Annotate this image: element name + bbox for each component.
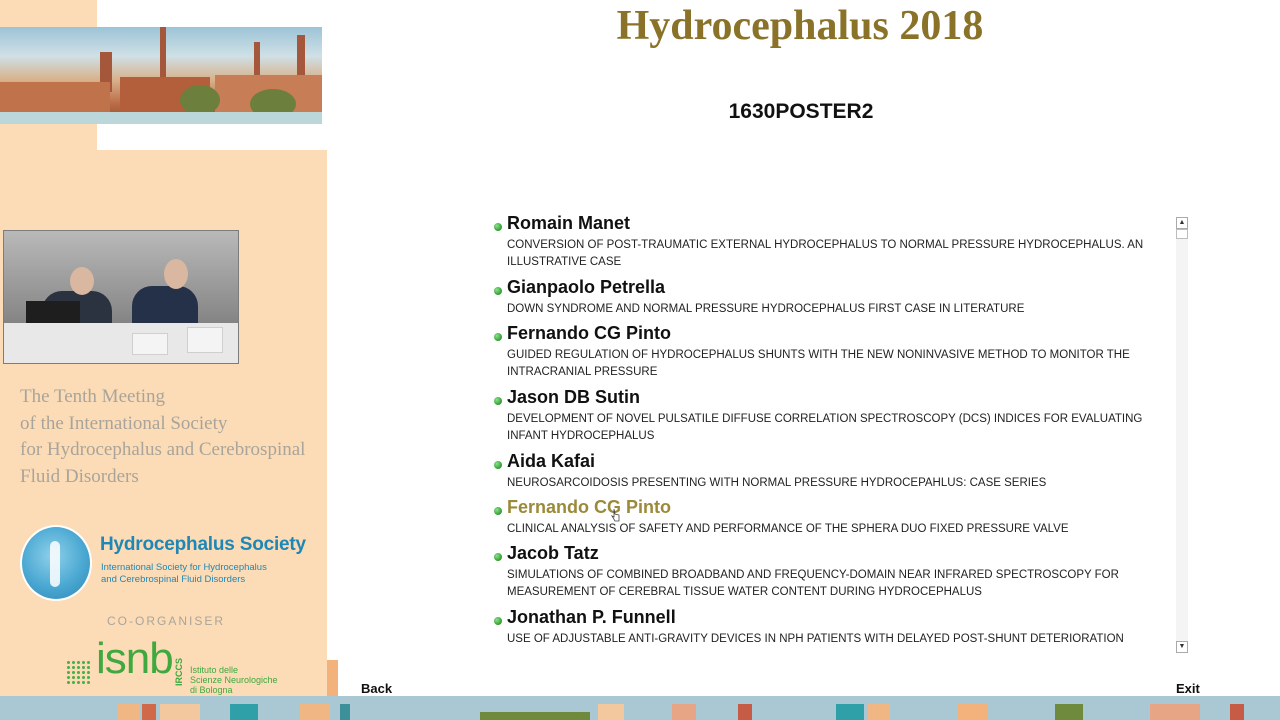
footer-color-strip: [0, 696, 1280, 720]
poster-title: CLINICAL ANALYSIS OF SAFETY AND PERFORMANCE OF THE SPHERA DUO FIXED PRESSURE VALVE: [507, 523, 1069, 535]
isnb-dots-icon: [66, 660, 92, 686]
bullet-icon: [494, 617, 502, 625]
author-link[interactable]: Jacob Tatz: [507, 543, 599, 563]
society-name: Hydrocephalus Society: [100, 534, 306, 555]
meeting-line: Fluid Disorders: [20, 465, 139, 487]
society-subtitle: and Cerebrospinal Fluid Disorders: [101, 574, 246, 585]
bologna-skyline-photo: [0, 27, 322, 124]
meeting-line: The Tenth Meeting: [20, 386, 166, 407]
author-link[interactable]: Romain Manet: [507, 213, 631, 233]
photo-color-strip: [0, 112, 322, 124]
isnb-irccs-label: IRCCS: [174, 658, 184, 687]
bullet-icon: [494, 507, 502, 515]
bullet-icon: [494, 333, 502, 341]
speaker-video: [3, 230, 239, 364]
isnb-institute-line: Istituto delle: [190, 665, 239, 675]
poster-title: SIMULATIONS OF COMBINED BROADBAND AND FREQUENCY-DOMAIN NEAR INFRARED SPECTROSCOPY FOR MEASUREMENT OF CEREBRAL TISSUE WATER CONTENT DURING HYDROCEPHALUS: [507, 569, 1119, 598]
bullet-icon: [494, 553, 502, 561]
meeting-description: [20, 384, 320, 490]
session-title: 1630POSTER2: [728, 100, 874, 123]
poster-title: GUIDED REGULATION OF HYDROCEPHALUS SHUNTS WITH THE NEW NONINVASIVE METHOD TO MONITOR THE INTRACRANIAL PRESSURE: [507, 349, 1130, 378]
scroll-up-icon[interactable]: ▲: [1176, 217, 1188, 229]
isnb-institute-line: Scienze Neurologiche: [190, 675, 278, 685]
exit-button[interactable]: Exit: [1176, 681, 1200, 696]
isnb-wordmark: isnb: [96, 634, 173, 683]
author-link[interactable]: Gianpaolo Petrella: [507, 277, 666, 297]
author-link[interactable]: Jonathan P. Funnell: [507, 607, 676, 627]
author-link[interactable]: Fernando CG Pinto: [507, 497, 671, 517]
poster-title: NEUROSARCOIDOSIS PRESENTING WITH NORMAL PRESSURE HYDROCEPAHLUS: CASE SERIES: [507, 477, 1047, 489]
coorganiser-label: CO-ORGANISER: [106, 614, 225, 628]
poster-title: DOWN SYNDROME AND NORMAL PRESSURE HYDROCEPHALUS FIRST CASE IN LITERATURE: [507, 303, 1025, 315]
poster-title: USE OF ADJUSTABLE ANTI-GRAVITY DEVICES IN NPH PATIENTS WITH DELAYED POST-SHUNT DETERIORATION: [507, 633, 1124, 645]
author-link[interactable]: Fernando CG Pinto: [507, 323, 671, 343]
conference-title: Hydrocephalus 2018: [616, 3, 984, 49]
bullet-icon: [494, 223, 502, 231]
scrollbar-thumb[interactable]: [1176, 229, 1188, 239]
back-button[interactable]: Back: [361, 681, 393, 696]
decorative-bar: [327, 660, 338, 700]
mouse-pointer-icon: [611, 508, 621, 522]
sidebar: [0, 0, 327, 720]
bullet-icon: [494, 287, 502, 295]
poster-title: DEVELOPMENT OF NOVEL PULSATILE DIFFUSE CORRELATION SPECTROSCOPY (DCS) INDICES FOR EVALUATING INFANT HYDROCEPHALUS: [507, 413, 1143, 442]
author-link[interactable]: Jason DB Sutin: [507, 387, 641, 407]
list-scrollbar[interactable]: [1176, 217, 1188, 653]
poster-list: [490, 213, 1155, 653]
bullet-icon: [494, 461, 502, 469]
hydrocephalus-society-logo: [20, 525, 320, 605]
society-subtitle: International Society for Hydrocephalus: [101, 562, 267, 573]
isnb-institute-line: di Bologna: [190, 685, 233, 695]
bullet-icon: [494, 397, 502, 405]
meeting-line: of the International Society: [20, 412, 228, 434]
scroll-down-icon[interactable]: ▼: [1176, 641, 1188, 653]
poster-title: CONVERSION OF POST-TRAUMATIC EXTERNAL HYDROCEPHALUS TO NORMAL PRESSURE HYDROCEPHALUS. AN ILLUSTRATIVE CASE: [507, 239, 1144, 268]
isnb-logo: [66, 634, 296, 695]
meeting-line: for Hydrocephalus and Cerebrospinal: [20, 439, 306, 460]
society-emblem-icon: [20, 525, 92, 601]
author-link[interactable]: Aida Kafai: [507, 451, 596, 471]
